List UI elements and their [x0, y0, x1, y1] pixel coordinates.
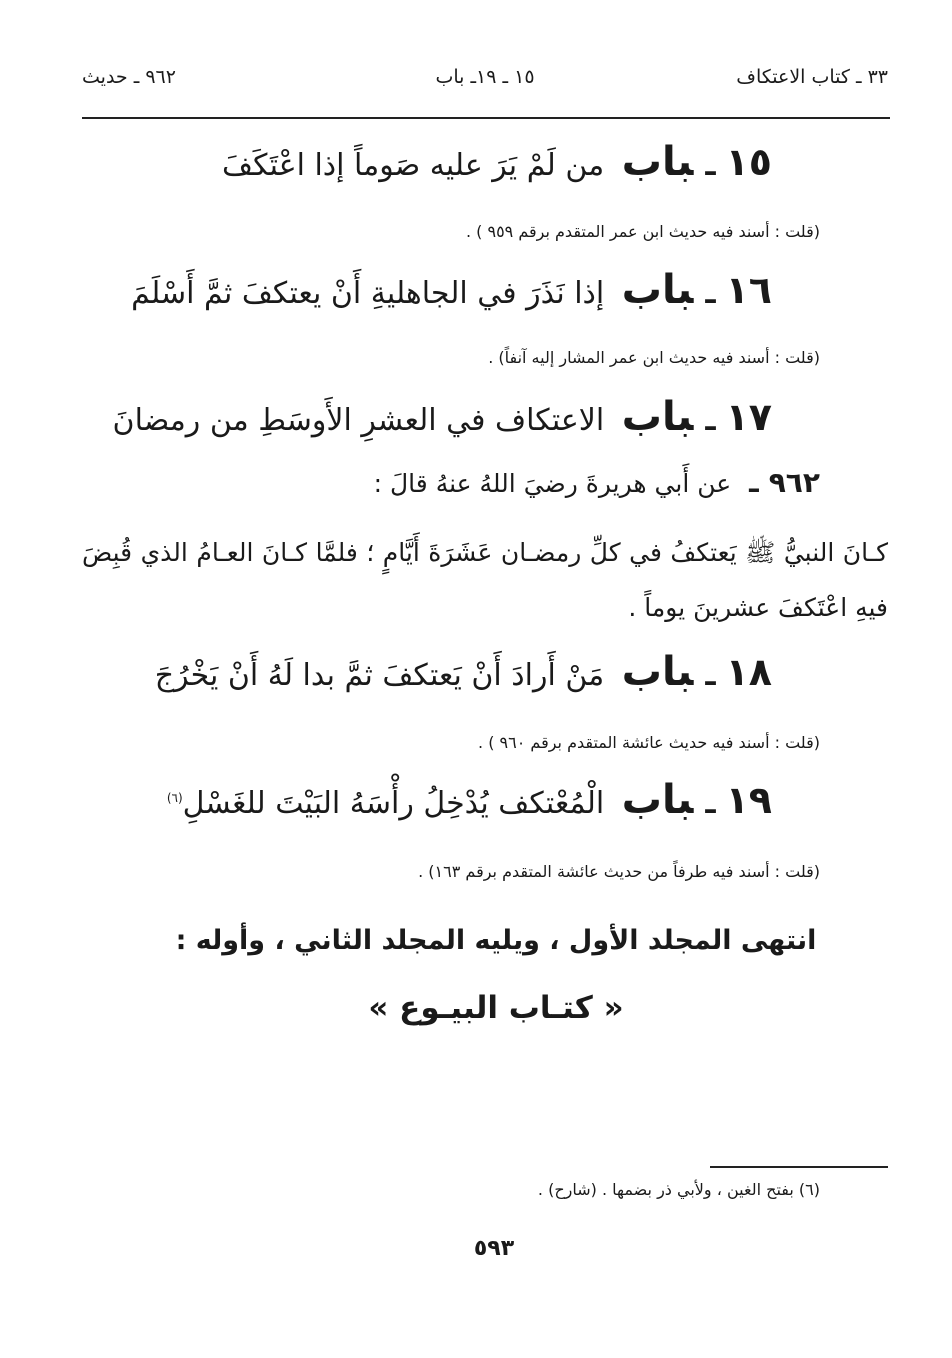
footnote-divider	[710, 1166, 888, 1168]
note-19: (قلت : أسند فيه طرفاً من حديث عائشة المتقدم برقم ١٦٣) .	[418, 862, 820, 881]
chapter-number: ١٩	[725, 778, 772, 822]
chapter-heading-19	[60, 776, 772, 824]
note-15: (قلت : أسند فيه حديث ابن عمر المتقدم برقم ٩٥٩ ) .	[465, 222, 820, 241]
note-18: (قلت : أسند فيه حديث عائشة المتقدم برقم ٩٦٠ ) .	[478, 733, 820, 752]
running-head-book: ٣٣ ـ كتاب الاعتكاف	[736, 66, 888, 88]
chapter-bab: باب	[621, 139, 694, 185]
chapter-dash: ـ	[705, 276, 716, 311]
chapter-title: مَنْ أَرادَ أَنْ يَعتكفَ ثمَّ بدا لَهُ أَنْ يَخْرُجَ	[154, 658, 605, 693]
next-book-title: « كتـاب البيـوع »	[368, 990, 624, 1026]
chapter-number: ١٦	[725, 268, 772, 312]
hadith-text: كـانَ النبيُّ ﷺ يَعتكفُ في كلِّ رمضـان عَشَرَةَ أَيَّامٍ ؛ فلمَّا كـانَ العـامُ الذي قُبِضَ فيهِ اعْتَكفَ عشرينَ يوماً .	[82, 538, 888, 622]
running-head	[82, 66, 888, 106]
footnote: (٦) بفتح الغين ، ولأبي ذر بضمها . (شارح) .	[537, 1180, 820, 1199]
chapter-heading-16	[60, 266, 772, 314]
page-number: ٥٩٣	[473, 1236, 515, 1261]
note-16: (قلت : أسند فيه حديث ابن عمر المشار إليه آنفاً) .	[488, 348, 820, 367]
chapter-number: ١٧	[725, 395, 772, 439]
chapter-dash: ـ	[705, 658, 716, 693]
chapter-title: الاعتكاف في العشرِ الأَوسَطِ من رمضانَ	[112, 403, 605, 438]
chapter-number: ١٨	[725, 650, 772, 694]
chapter-heading-17	[60, 393, 772, 441]
footnote-reference: (٦)	[166, 791, 183, 805]
chapter-number: ١٥	[725, 140, 772, 184]
chapter-heading-15	[60, 138, 772, 186]
running-head-hadith: ٩٦٢ ـ حديث	[82, 66, 176, 88]
chapter-heading-18	[60, 648, 772, 696]
hadith-intro: عن أَبي هريرةَ رضيَ اللهُ عنهُ قالَ :	[373, 469, 732, 498]
chapter-bab: باب	[621, 649, 694, 695]
chapter-bab: باب	[621, 394, 694, 440]
header-divider	[82, 117, 890, 119]
chapter-title: من لَمْ يَرَ عليه صَوماً إذا اعْتَكَفَ	[222, 148, 605, 183]
chapter-dash: ـ	[705, 786, 716, 821]
chapter-dash: ـ	[705, 403, 716, 438]
chapter-title: الْمُعْتكف يُدْخِلُ رأْسَهُ البَيْتَ للغَسْلِ	[182, 786, 605, 821]
chapter-dash: ـ	[705, 148, 716, 183]
chapter-bab: باب	[621, 777, 694, 823]
volume-end-notice: انتهى المجلد الأول ، ويليه المجلد الثاني ، وأوله :	[175, 925, 817, 956]
hadith-dash: ـ	[749, 466, 759, 499]
running-head-chapters: ١٥ ـ ١٩ـ باب	[435, 66, 535, 88]
chapter-title: إذا نَذَرَ في الجاهليةِ أَنْ يعتكفَ ثمَّ أَسْلَمَ	[131, 276, 605, 311]
chapter-bab: باب	[621, 267, 694, 313]
hadith-number: ٩٦٢	[768, 466, 820, 499]
hadith-heading	[60, 466, 820, 499]
